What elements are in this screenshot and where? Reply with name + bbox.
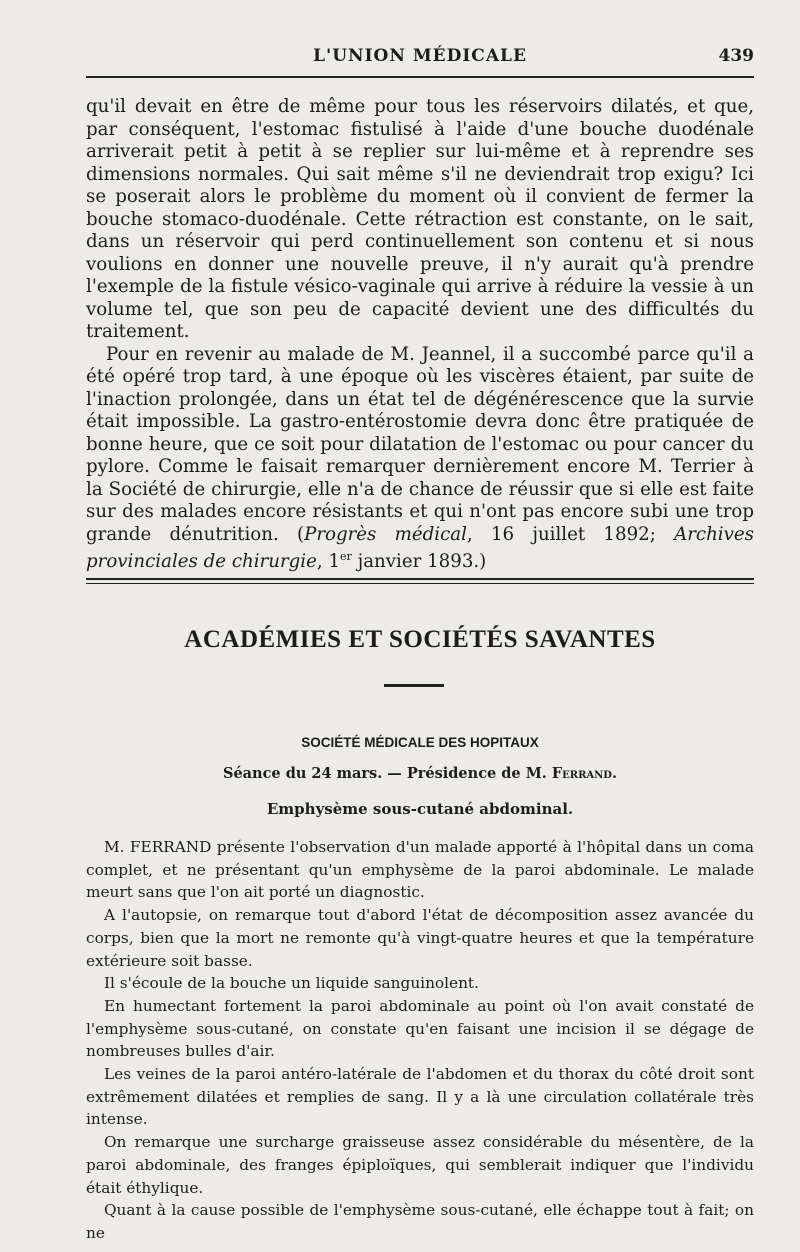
report-paragraph: En humectant fortement la paroi abdominale au point où l'on avait constaté de l'emphysème sous-cutané, on constate qu'en faisant une incision il se dégage de nombreuses bulles d'air. xyxy=(86,996,754,1061)
article-paragraph xyxy=(86,344,754,574)
citation-date: , 16 juillet 1892; xyxy=(466,523,675,545)
page-number: 439 xyxy=(718,46,754,66)
paragraph-text: Pour en revenir au malade de M. Jeannel, il a succombé parce qu'il a été opéré trop tard, à une époque où les viscères étaient, par suite de l'inaction prolongée, dans un état tel de dégénérescence que la survie était impossible. La gastro-entérostomie devra donc être pratiquée de bonne heure, que ce soit pour dilatation de l'estomac ou pour cancer du pylore. Comme le faisait remarquer dernièrement encore M. Terrier à la Société de chirurgie, elle n'a de chance de réussir que si elle est faite sur des malades encore résistants et qui n'ont pas encore subi une trop grande dénutrition. ( xyxy=(86,343,754,545)
report-paragraph: Il s'écoule de la bouche un liquide sanguinolent. xyxy=(104,974,479,993)
report-body xyxy=(86,836,754,1245)
running-head xyxy=(86,44,754,70)
session-line xyxy=(86,765,754,782)
citation-date-2: , 1 xyxy=(316,551,341,573)
session-suffix: . xyxy=(611,765,618,782)
report-paragraph: M. FERRAND présente l'observation d'un malade apporté à l'hôpital dans un coma complet, et ne présentant qu'un emphysème de la paroi abdominale. Le malade meurt sans que l'on ait porté un diagnostic. xyxy=(86,838,754,902)
section-title: ACADÉMIES ET SOCIÉTÉS SAVANTES xyxy=(184,626,656,653)
society-name: SOCIÉTÉ MÉDICALE DES HOPITAUX xyxy=(301,735,539,750)
citation-archives: Archives provinciales de chirurgie xyxy=(86,523,754,573)
report-paragraph: A l'autopsie, on remarque tout d'abord l'état de décomposition assez avancée du corps, bien que la mort ne remonte qu'à vingt-quatre heures et que la température extérieure soit basse. xyxy=(86,906,754,970)
article-body xyxy=(86,96,754,574)
article-paragraph: qu'il devait en être de même pour tous les réservoirs dilatés, et que, par conséquent, l'estomac fistulisé à l'aide d'une bouche duodénale arriverait petit à petit à se replier sur lui-même et à reprendre ses dimensions normales. Qui sait même s'il ne deviendrait trop exigu? Ici se poserait alors le problème du moment où il convient de fermer la bouche stomaco-duodénale. Cette rétraction est constante, on le sait, dans un réservoir qui perd continuellement son contenu et si nous voulions en donner une nouvelle preuve, il n'y aurait qu'à prendre l'exemple de la fistule vésico-vaginale qui arrive à réduire la vessie à un volume tel, que son peu de capacité devient une des difficultés du traitement. xyxy=(86,96,754,342)
report-paragraph: Les veines de la paroi antéro-latérale de l'abdomen et du thorax du côté droit sont extrêmement dilatées et remplies de sang. Il y a là une circulation collatérale très intense. xyxy=(86,1065,754,1129)
journal-title: L'UNION MÉDICALE xyxy=(313,46,527,66)
session-prefix: Séance du 24 mars. — Présidence de M. xyxy=(222,765,552,782)
citation-date-end: janvier 1893.) xyxy=(351,551,487,573)
report-paragraph: Quant à la cause possible de l'emphysème sous-cutané, elle échappe tout à fait; on ne xyxy=(86,1201,754,1242)
section-divider xyxy=(86,578,754,584)
president-name: Ferrand xyxy=(551,765,612,782)
report-paragraph: On remarque une surcharge graisseuse assez considérable du mésentère, de la paroi abdominale, des franges épiploïques, qui semblerait indiquer que l'individu était éthylique. xyxy=(86,1133,754,1197)
ordinal-suffix: er xyxy=(340,550,352,563)
report-subject: Emphysème sous-cutané abdominal. xyxy=(266,800,574,818)
citation-progres-medical: Progrès médical xyxy=(304,523,467,545)
header-rule xyxy=(86,76,754,78)
title-ornament-rule xyxy=(384,684,444,687)
